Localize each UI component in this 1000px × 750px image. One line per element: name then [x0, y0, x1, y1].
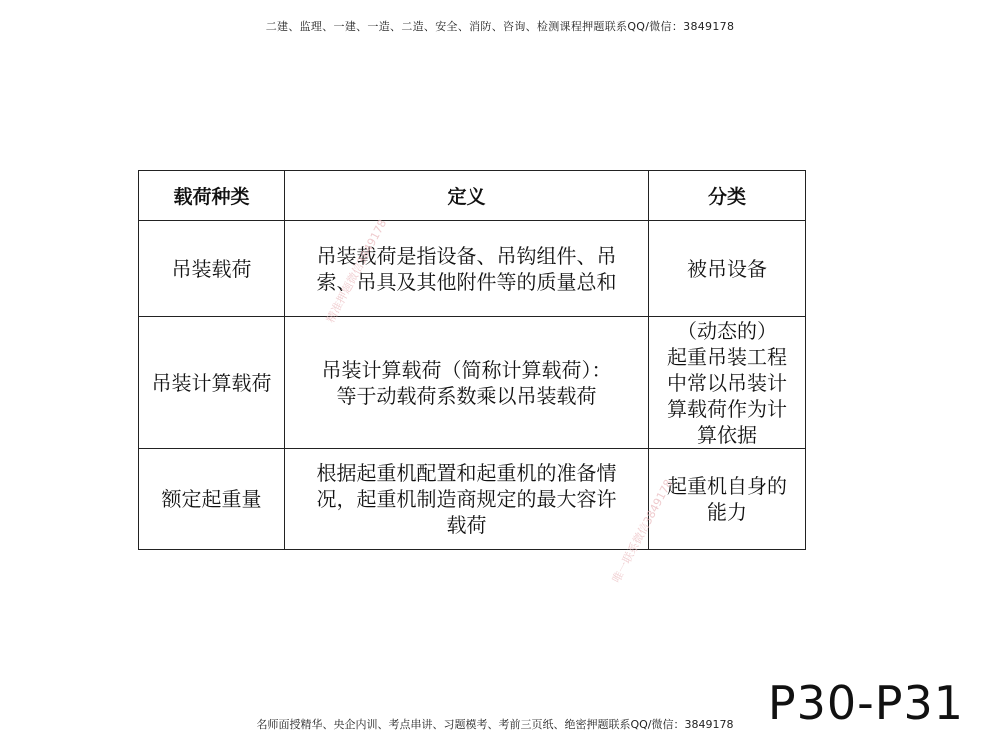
watermark-upper: 精准押题微信3849178	[323, 217, 390, 326]
cell-category: 起重机自身的 能力	[649, 449, 806, 550]
table-row	[139, 317, 806, 449]
cell-category: 被吊设备	[649, 221, 806, 317]
header-definition: 定义	[285, 171, 649, 221]
cell-load-type: 吊装计算载荷	[139, 317, 285, 449]
definition-text: 吊装载荷是指设备、吊钩组件、吊 索、吊具及其他附件等的质量总和	[316, 243, 617, 294]
definition-text: 吊装计算载荷（简称计算载荷）： 等于动载荷系数乘以吊装载荷	[321, 357, 612, 408]
cell-category: （动态的） 起重吊装工程 中常以吊装计 算载荷作为计 算依据	[649, 317, 806, 449]
page-reference: P30-P31	[767, 676, 964, 730]
cell-definition	[285, 449, 649, 550]
header-banner: 二建、监理、一建、一造、二造、安全、消防、咨询、检测课程押题联系QQ/微信：3849178	[265, 20, 735, 33]
definition-text: 根据起重机配置和起重机的准备情 况，起重机制造商规定的最大容许 载荷	[316, 461, 617, 537]
watermark-lower: 唯一联系微信3849178	[609, 477, 676, 586]
cell-load-type: 吊装载荷	[139, 221, 285, 317]
footer-banner: 名师面授精华、央企内训、考点串讲、习题模考、考前三页纸、绝密押题联系QQ/微信：3849178	[256, 718, 734, 731]
table-row	[139, 221, 806, 317]
header-load-type: 载荷种类	[139, 171, 285, 221]
table-row	[139, 449, 806, 550]
header-category: 分类	[649, 171, 806, 221]
table-header-row	[139, 171, 806, 221]
cell-definition	[285, 317, 649, 449]
cell-load-type: 额定起重量	[139, 449, 285, 550]
load-types-table	[138, 170, 806, 550]
